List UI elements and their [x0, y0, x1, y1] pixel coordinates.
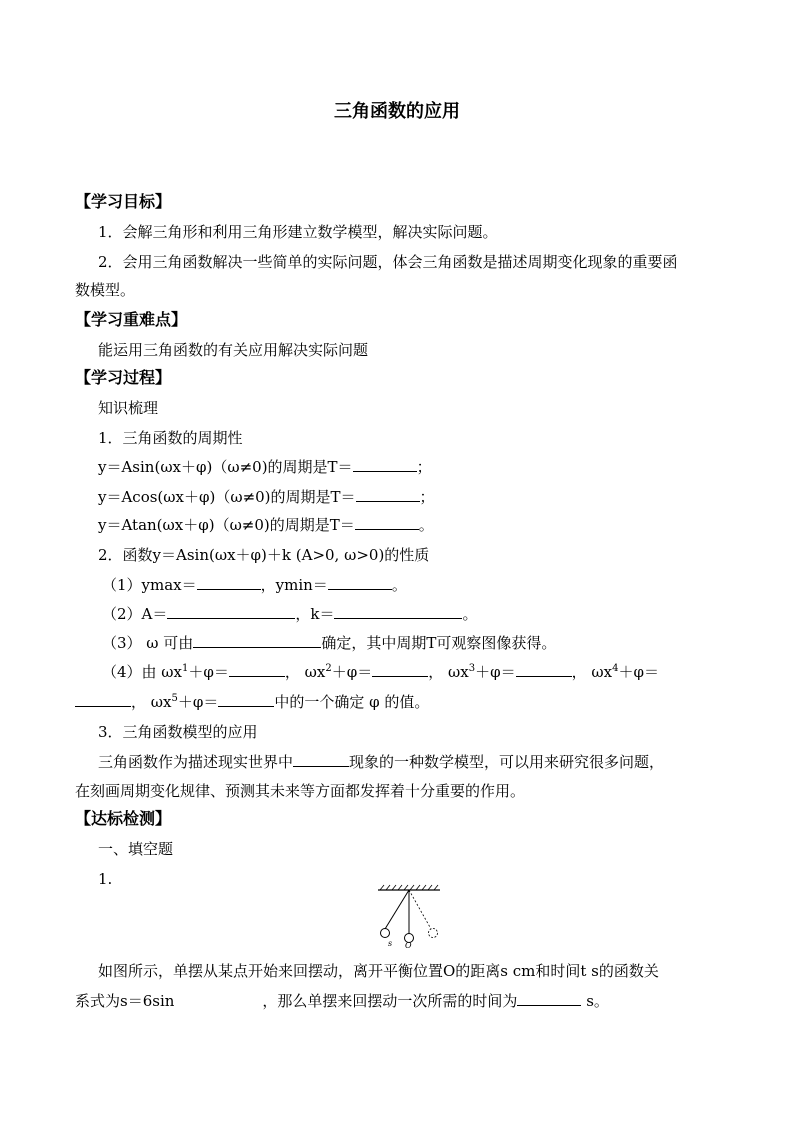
goal-item-2: 2．会用三角函数解决一些简单的实际问题，体会三角函数是描述周期变化现象的重要函 — [98, 253, 678, 271]
pendulum-bob-right — [429, 929, 438, 938]
ceiling-hatching — [380, 885, 438, 890]
goal-item-2-cont: 数模型。 — [75, 281, 136, 299]
tan-period-mark: 。 — [418, 516, 434, 534]
question-1-number: 1. — [98, 870, 113, 888]
blank-ymin[interactable] — [328, 575, 392, 590]
question-1-text-1: 如图所示，单摆从某点开始来回摆动，离开平衡位置O的距离s cm和时间t s的函数关 — [98, 962, 659, 980]
application-text-b: 现象的一种数学模型，可以用来研究很多问题， — [349, 753, 665, 771]
pendulum-string-left — [385, 890, 409, 929]
sup-2: 2 — [325, 663, 332, 674]
heading-periodicity: 1．三角函数的周期性 — [98, 429, 243, 447]
sup-1: 1 — [182, 663, 189, 674]
prop-4-sep-3: ， ωx — [428, 663, 469, 681]
prop-1-end: 。 — [391, 576, 407, 594]
sup-5: 5 — [171, 693, 178, 704]
blank-amplitude[interactable] — [167, 604, 295, 619]
prop-2-a: （2）A＝ — [102, 605, 168, 623]
prop-1-line — [102, 575, 407, 595]
cos-period-line — [98, 487, 435, 507]
application-line-1 — [98, 752, 664, 772]
blank-x1[interactable] — [229, 662, 285, 677]
application-line-2: 在刻画周期变化规律、预测其未来等方面都发挥着十分重要的作用。 — [75, 782, 526, 800]
prop-4-plus-2: ＋φ＝ — [331, 663, 373, 681]
pendulum-figure — [368, 884, 448, 948]
review-label: 知识梳理 — [98, 399, 159, 417]
question-1-formula: 系式为s＝6sin — [75, 992, 175, 1010]
page-title: 三角函数的应用 — [334, 101, 460, 122]
pendulum-string-right — [409, 890, 431, 929]
prop-4-sep-4: ， ωx — [571, 663, 613, 681]
sin-semicolon: ； — [416, 458, 432, 476]
blank-phenomenon[interactable] — [293, 752, 349, 767]
prop-4-line — [102, 662, 659, 682]
prop-4-plus-1: ＋φ＝ — [188, 663, 229, 681]
figure-label-o: O — [405, 941, 412, 948]
question-1-unit: s。 — [581, 992, 609, 1010]
prop-2-line — [102, 604, 478, 624]
section-check-heading: 【达标检测】 — [75, 809, 172, 828]
blank-omega[interactable] — [193, 633, 321, 648]
blank-k[interactable] — [334, 604, 462, 619]
section-goals-heading: 【学习目标】 — [75, 192, 172, 211]
question-1-ask: ，那么单摆来回摆动一次所需的时间为 — [262, 992, 518, 1010]
blank-period-time[interactable] — [517, 991, 581, 1006]
blank-x4[interactable] — [75, 692, 131, 707]
blank-sin-period[interactable] — [353, 457, 417, 472]
prop-4-end: 中的一个确定 φ 的值。 — [274, 693, 430, 711]
prop-4-plus-5: ＋φ＝ — [177, 693, 219, 711]
heading-properties: 2．函数y＝Asin(ωx＋φ)＋k (A>0, ω>0)的性质 — [98, 546, 430, 564]
prop-4-sep-2: ， ωx — [284, 663, 326, 681]
prop-3-b: 确定，其中周期T可观察图像获得。 — [321, 634, 557, 652]
heading-application: 3．三角函数模型的应用 — [98, 723, 258, 741]
application-text-a: 三角函数作为描述现实世界中 — [98, 753, 294, 771]
goal-item-1: 1．会解三角形和利用三角形建立数学模型，解决实际问题。 — [98, 223, 498, 241]
sin-period-line — [98, 457, 432, 477]
sup-3: 3 — [468, 663, 476, 674]
cos-period-text: y＝Acos(ωx＋φ)（ω≠0)的周期是T＝ — [98, 488, 356, 506]
key-text: 能运用三角函数的有关应用解决实际问题 — [98, 341, 369, 359]
blank-ymax[interactable] — [197, 575, 261, 590]
cos-semicolon: ； — [419, 488, 435, 506]
blank-cos-period[interactable] — [356, 487, 420, 502]
section-key-heading: 【学习重难点】 — [75, 310, 188, 329]
prop-1-ymin: ，ymin＝ — [260, 576, 328, 594]
blank-tan-period[interactable] — [355, 515, 419, 530]
prop-4-line-cont — [75, 692, 429, 712]
prop-2-end: 。 — [462, 605, 478, 623]
prop-1-ymax: （1）ymax＝ — [102, 576, 197, 594]
prop-3-a: （3） ω 可由 — [102, 634, 194, 652]
blank-x3[interactable] — [516, 662, 572, 677]
sin-period-text: y＝Asin(ωx＋φ)（ω≠0)的周期是T＝ — [98, 458, 353, 476]
prop-4-plus-3: ＋φ＝ — [475, 663, 516, 681]
prop-4-sep-5: ， ωx — [131, 693, 172, 711]
sup-4: 4 — [612, 663, 619, 674]
prop-2-k: ，k＝ — [295, 605, 335, 623]
fill-in-heading: 一、填空题 — [98, 840, 174, 858]
tan-period-line — [98, 515, 434, 535]
blank-x2[interactable] — [372, 662, 428, 677]
question-1-text-2 — [75, 991, 609, 1011]
figure-label-s: s — [388, 939, 393, 948]
prop-4-plus-4: ＋φ＝ — [618, 663, 659, 681]
prop-4-a: （4）由 ωx — [102, 663, 183, 681]
tan-period-text: y＝Atan(ωx＋φ)（ω≠0)的周期是T＝ — [98, 516, 355, 534]
section-process-heading: 【学习过程】 — [75, 368, 172, 387]
prop-3-line — [102, 633, 556, 653]
pendulum-bob-left — [381, 929, 390, 938]
blank-x5[interactable] — [218, 692, 274, 707]
